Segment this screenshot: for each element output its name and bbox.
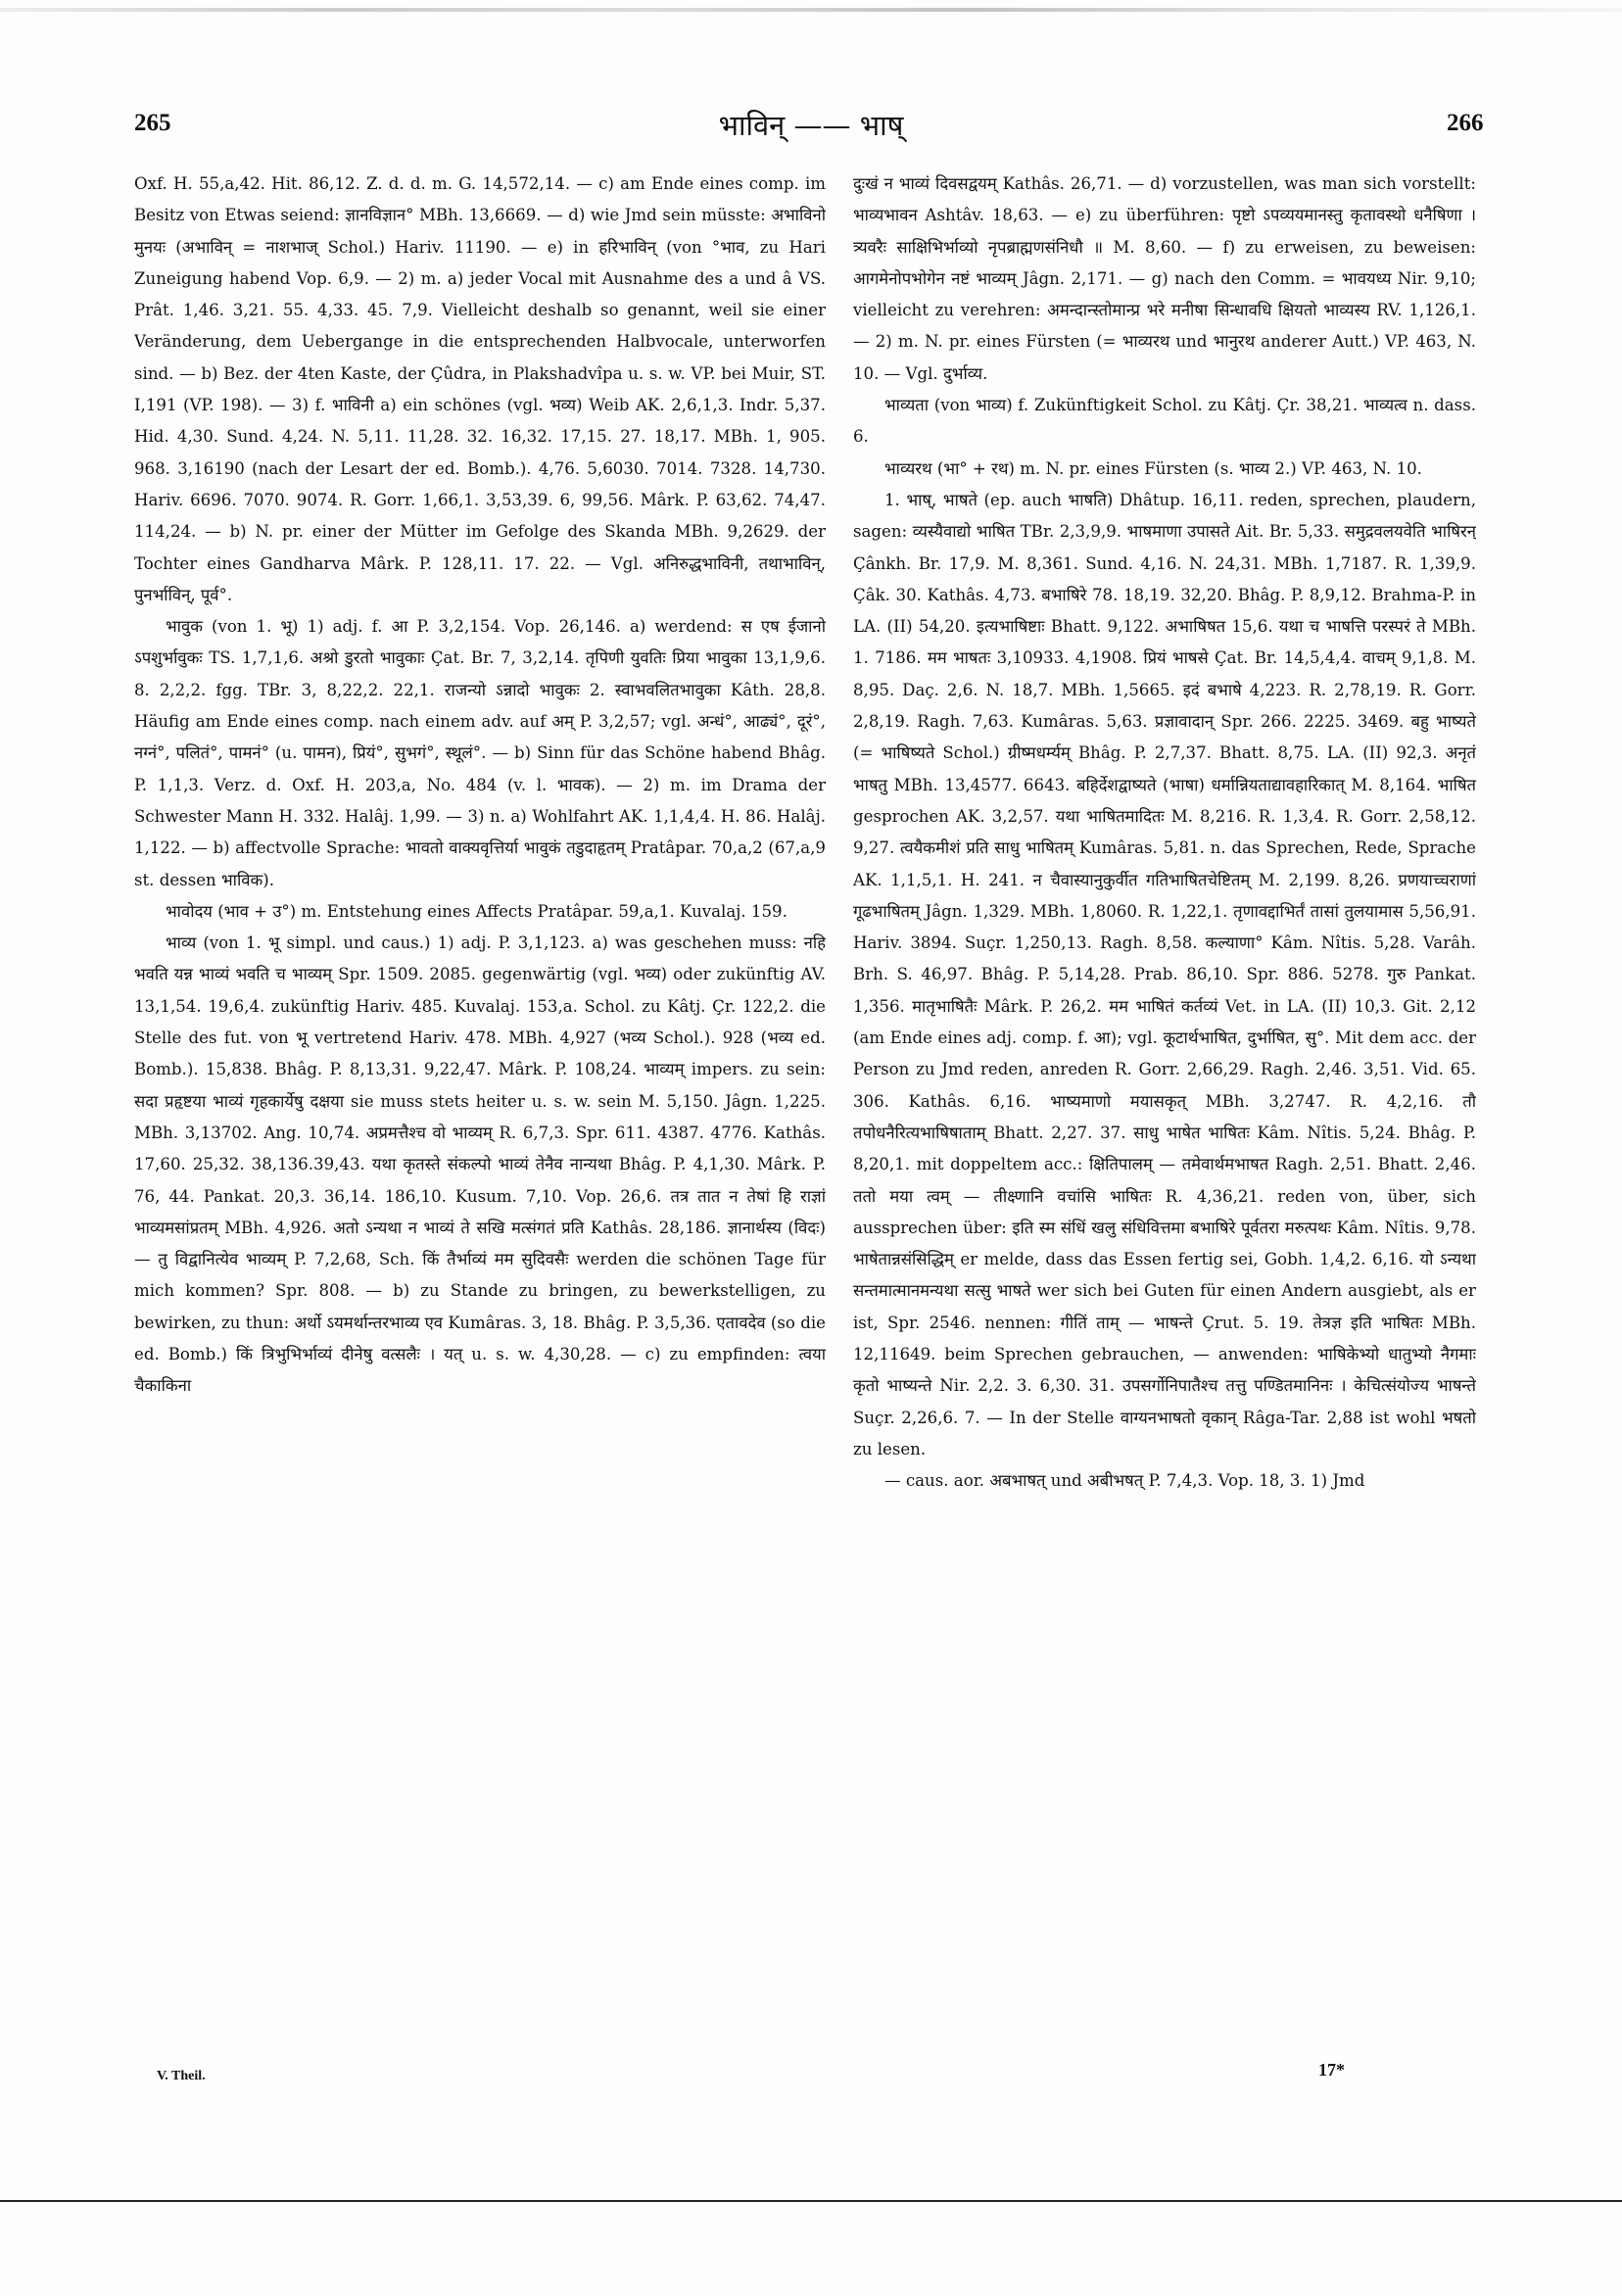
entry-paragraph: भाव्य (von 1. भू simpl. und caus.) 1) adj. P. 3,1,123. a) was geschehen muss: नहि भवति यन्न भाव्यं भवति च भाव्यम् Spr. 1509. 2085. gegenwärtig (vgl. भव्य) oder zukünftig AV. 13,1,54. 19,6,4. zukünftig Hariv. 485. Kuvalaj. 153,a. Schol. zu Kâtj. Çr. 122,2. die Stelle des fut. von भू vertretend Hariv. 478. MBh. 4,927 (भव्य Schol.). 928 (भव्य ed. Bomb.). 15,838. Bhâg. P. 8,13,31. 9,22,47. Mârk. P. 108,24. भाव्यम् impers. zu sein: सदा प्रहृष्टया भाव्यं गृहकार्येषु दक्षया sie muss stets heiter u. s. w. sein M. 5,150. Jâgn. 1,225. MBh. 3,13702. Ang. 10,74. अप्रमत्तैश्च वो भाव्यम् R. 6,7,3. Spr. 611. 4387. 4776. Kathâs. 17,60. 25,32. 38,136.39,43. यथा कृतस्ते संकल्पो भाव्यं तेनैव नान्यथा Bhâg. P. 4,1,30. Mârk. P. 76, 44. Pankat. 20,3. 36,14. 186,10. Kusum. 7,10. Vop. 26,6. तत्र तात न तेषां हि राज्ञां भाव्यमसांप्रतम् MBh. 4,926. अतो ऽन्यथा न भाव्यं ते सखि मत्संगतं प्रति Kathâs. 28,186. ज्ञानार्थस्य (विदः) — तु विद्वानित्येव भाव्यम् P. 7,2,68, Sch. किं तैर्भाव्यं मम सुदिवसैः werden die schönen Tage für mich kommen? Spr. 808. — b) zu Stande zu bringen, zu bewerkstelligen, zu bewirken, zu thun: अर्थो ऽयमर्थान्तरभाव्य एव Kumâras. 3, 18. Bhâg. P. 3,5,36. एतावदेव (so die ed. Bomb.) किं त्रिभुभिर्भाव्यं दीनेषु वत्सलैः । यत् u. s. w. 4,30,28. — c) zu empfinden: त्वया चैकाकिना: [134, 933, 826, 1396]
entry-paragraph: भावुक (von 1. भू) 1) adj. f. आ P. 3,2,154. Vop. 26,146. a) werdend: स एष ईजानो ऽपशुर्भावुकः TS. 1,7,1,6. अश्रो डुरतो भावुकाः Çat. Br. 7, 3,2,14. तृपिणी युवतिः प्रिया भावुका 13,1,9,6. 8. 2,2,2. fgg. TBr. 3, 8,22,2. 22,1. राजन्यो ऽन्नादो भावुकः 2. स्वाभवलितभावुका Kâth. 28,8. Häufig am Ende eines comp. nach einem adv. auf अम् P. 3,2,57; vgl. अन्धं°, आढ्यं°, दूरं°, नग्नं°, पलितं°, पामनं° (u. पामन), प्रियं°, सुभगं°, स्थूलं°. — b) Sinn für das Schöne habend Bhâg. P. 1,1,3. Verz. d. Oxf. H. 203,a, No. 484 (v. l. भावक). — 2) m. im Drama der Schwester Mann H. 332. Halâj. 1,99. — 3) n. a) Wohlfahrt AK. 1,1,4,4. H. 86. Halâj. 1,122. — b) affectvolle Sprache: भावतो वाक्यवृत्तिर्या भावुकं तडुदाहृतम् Pratâpar. 70,a,2 (67,a,9 st. dessen भाविक).: [134, 617, 826, 889]
entry-paragraph: भाव्यरथ (भा° + रथ) m. N. pr. eines Fürsten (s. भाव्य 2.) VP. 463, N. 10.: [884, 458, 1422, 478]
entry-paragraph: Oxf. H. 55,a,42. Hit. 86,12. Z. d. d. m. G. 14,572,14. — c) am Ende eines comp. im Besitz von Etwas seiend: ज्ञानविज्ञान° MBh. 13,6669. — d) wie Jmd sein müsste: अभाविनो मुनयः (अभाविन् = नाशभाज् Schol.) Hariv. 11190. — e) in हरिभाविन् (von °भाव, zu Hari Zuneigung habend Vop. 6,9. — 2) m. a) jeder Vocal mit Ausnahme des a und â VS. Prât. 1,46. 3,21. 55. 4,33. 45. 7,9. Vielleicht deshalb so genannt, weil sie einer Veränderung, dem Uebergange in die entsprechenden Halbvocale, unterworfen sind. — b) Bez. der 4ten Kaste, der Çûdra, in Plakshadvîpa u. s. w. VP. bei Muir, ST. I,191 (VP. 198). — 3) f. भाविनी a) ein schönes (vgl. भव्य) Weib AK. 2,6,1,3. Indr. 5,37. Hid. 4,30. Sund. 4,24. N. 5,11. 11,28. 32. 16,32. 17,15. 27. 18,17. MBh. 1, 905. 968. 3,16190 (nach der Lesart der ed. Bomb.). 4,76. 5,6030. 7014. 7328. 14,730. Hariv. 6696. 7070. 9074. R. Gorr. 1,66,1. 3,53,39. 6, 99,56. Mârk. P. 63,62. 74,47. 114,24. — b) N. pr. einer der Mütter im Gefolge des Skanda MBh. 9,2629. der Tochter eines Gandharva Mârk. P. 128,11. 17. 22. — Vgl. अनिरुद्धभाविनी, तथाभाविन्, पुनर्भाविन्, पूर्व°.: [134, 174, 826, 604]
signature-mark: 17*: [1318, 2060, 1345, 2080]
left-column: [134, 168, 826, 2083]
entry-paragraph: भाव्यता (von भाव्य) f. Zukünftigkeit Schol. zu Kâtj. Çr. 38,21. भाव्यत्व n. dass. 6.: [853, 396, 1476, 447]
page-number-left: 265: [134, 110, 171, 136]
entry-paragraph: — caus. aor. अबभाषत् und अबीभषत् P. 7,4,3. Vop. 18, 3. 1) Jmd: [884, 1471, 1365, 1491]
volume-note: V. Theil.: [157, 2069, 206, 2083]
entry-paragraph: दुःखं न भाव्यं दिवसद्वयम् Kathâs. 26,71. — d) vorzustellen, was man sich vorstellt: भाव्यभावन Ashtâv. 18,63. — e) zu überführen: पृष्टो ऽपव्ययमानस्तु कृतावस्थो धनैषिणा । त्र्यवरैः साक्षिभिर्भाव्यो नृपब्राह्मणसंनिधौ ॥ M. 8,60. — f) zu erweisen, zu beweisen: आगमेनोपभोगेन नष्टं भाव्यम् Jâgn. 2,171. — g) nach den Comm. = भावयध्य Nir. 9,10; vielleicht zu verehren: अमन्दान्स्तोमान्प्र भरे मनीषा सिन्धावधि क्षियतो भाव्यस्य RV. 1,126,1. — 2) m. N. pr. eines Fürsten (= भाव्यरथ und भानुरथ anderer Autt.) VP. 463, N. 10. — Vgl. दुर्भाव्य.: [853, 174, 1476, 383]
page-number-right: 266: [1447, 110, 1484, 136]
scan-top-edge: [0, 8, 1622, 12]
bottom-rule: [0, 2200, 1622, 2202]
entry-paragraph: भावोदय (भाव + उ°) m. Entstehung eines Affects Pratâpar. 59,a,1. Kuvalaj. 159.: [166, 901, 787, 921]
right-column: [853, 168, 1476, 2083]
running-head: भाविन् —— भाष्: [718, 109, 904, 142]
entry-paragraph: 1. भाष्, भाषते (ep. auch भाषति) Dhâtup. 16,11. reden, sprechen, plaudern, sagen: व्यस्यैवाद्यो भाषित TBr. 2,3,9,9. भाषमाणा उपासते Ait. Br. 5,33. समुद्रवलयवेति भाषिरन् Çânkh. Br. 17,9. M. 8,361. Sund. 4,16. N. 24,31. MBh. 1,7187. R. 1,39,9. Çâk. 30. Kathâs. 4,73. बभाषिरे 78. 18,19. 32,20. Bhâg. P. 8,9,12. Brahma-P. in LA. (II) 54,20. इत्यभाषिष्टाः Bhatt. 9,122. अभाषिषत 15,6. यथा च भाषत्ति परस्परं ते MBh. 1. 7186. मम भाषतः 3,10933. 4,1908. प्रियं भाषसे Çat. Br. 14,5,4,4. वाचम् 9,1,8. M. 8,95. Daç. 2,6. N. 18,7. MBh. 1,5665. इदं बभाषे 4,223. R. 2,78,19. R. Gorr. 2,8,19. Ragh. 7,63. Kumâras. 5,63. प्रज्ञावादान् Spr. 266. 2225. 3469. बहु भाष्यते (= भाषिष्यते Schol.) ग्रीष्मधर्म्यम् Bhâg. P. 2,7,37. Bhatt. 8,75. LA. (II) 92,3. अनृतं भाषतु MBh. 13,4577. 6643. बहिर्देशद्वाष्यते (भाषा) धर्मान्नियताद्यावहारिकात् M. 8,164. भाषित gesprochen AK. 3,2,57. यथा भाषितमादितः M. 8,216. R. 1,3,4. R. Gorr. 2,58,12. 9,27. त्वयैकमीशं प्रति साधु भाषितम् Kumâras. 5,81. n. das Sprechen, Rede, Sprache AK. 1,1,5,1. H. 241. न चैवास्यानुकुर्वीत गतिभाषितचेष्टितम् M. 2,199. 8,26. प्रणयाच्चराणां गूढभाषितम् Jâgn. 1,329. MBh. 1,8060. R. 1,22,1. तृणावद्दाभिर्तं तासां तुलयामास 5,56,91. Hariv. 3894. Suçr. 1,250,13. Ragh. 8,58. कल्याणा° Kâm. Nîtis. 5,28. Varâh. Brh. S. 46,97. Bhâg. P. 5,14,28. Prab. 86,10. Spr. 886. 5278. गुरु Pankat. 1,356. मातृभाषितैः Mârk. P. 26,2. मम भाषितं कर्तव्यं Vet. in LA. (II) 10,3. Git. 2,12 (am Ende eines adj. comp. f. आ); vgl. कूटार्थभाषित, दुर्भाषित, सु°. Mit dem acc. der Person zu Jmd reden, anreden R. Gorr. 2,66,29. Ragh. 2,46. 3,51. Vid. 65. 306. Kathâs. 6,16. भाष्यमाणो मयासकृत् MBh. 3,2747. R. 4,2,16. तौ तपोधनैरित्यभाषिषाताम् Bhatt. 2,27. 37. साधु भाषेत भाषितः Kâm. Nîtis. 5,24. Bhâg. P. 8,20,1. mit doppeltem acc.: क्षितिपालम् — तमेवार्थमभाषत Ragh. 2,51. Bhatt. 2,46. ततो मया त्वम् — तीक्ष्णानि वचांसि भाषितः R. 4,36,21. reden von, über, sich aussprechen über: इति स्म संधिं खलु संधिवित्तमा बभाषिरे पूर्वतरा मरुत्पथः Kâm. Nîtis. 9,78. भाषेतान्नसंसिद्धिम् er melde, dass das Essen fertig sei, Gobh. 1,4,2. 6,16. यो ऽन्यथा सन्तमात्मानमन्यथा सत्सु भाषते wer sich bei Guten für einen Andern ausgiebt, als er ist, Spr. 2546. nennen: गीतिं ताम् — भाषन्ते Çrut. 5. 19. तेत्रज्ञ इति भाषितः MBh. 12,11649. beim Sprechen gebrauchen, — anwenden: भाषिकेभ्यो धातुभ्यो नैगमाः कृतो भाष्यन्ते Nir. 2,2. 3. 6,30. 31. उपसर्गोनिपातैश्च तत्तु पण्डितमानिनः । केचित्संयोज्य भाषन्ते Suçr. 2,26,6. 7. — In der Stelle वाग्यनभाषतो वृकान् Râga-Tar. 2,88 ist wohl भषतो zu lesen.: [853, 490, 1476, 1459]
